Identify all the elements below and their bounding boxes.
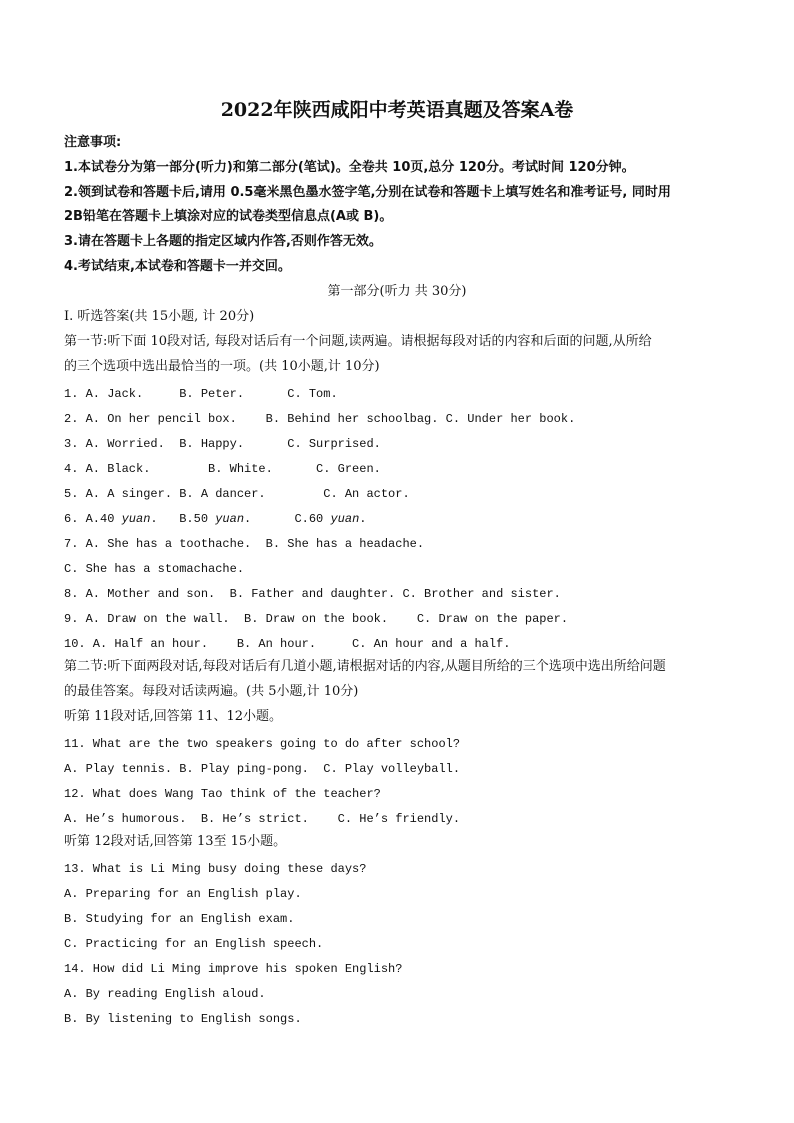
part1-heading: 第一部分(听力 共 30分) [327,284,467,299]
q6-b-unit: yuan [215,512,245,526]
q6-c-unit: yuan [330,512,360,526]
question-7-option-c: C. She has a stomachache. [64,562,245,576]
question-13-option-a: A. Preparing for an English play. [64,887,302,901]
question-13: 13. What is Li Ming busy doing these days? [64,862,367,876]
q6-mid1: . B.50 [150,512,216,526]
q6-suffix: . [359,512,367,526]
question-2: 2. A. On her pencil box. B. Behind her schoolbag. C. Under her book. [64,412,576,426]
dialog-11-instruction: 听第 11段对话,回答第 11、12小题。 [64,709,283,724]
question-9: 9. A. Draw on the wall. B. Draw on the book. C. Draw on the paper. [64,612,569,626]
notice-item-2: 2.领到试卷和答题卡后,请用 0.5毫米黑色墨水签字笔,分别在试卷和答题卡上填写姓名和准考证号, 同时用 [64,185,671,200]
question-7: 7. A. She has a toothache. B. She has a headache. [64,537,425,551]
question-12: 12. What does Wang Tao think of the teacher? [64,787,381,801]
section-1-intro-line-2: 的三个选项中选出最恰当的一项。(共 10小题,计 10分) [64,359,380,374]
question-4: 4. A. Black. B. White. C. Green. [64,462,381,476]
section-2-intro-line-2: 的最佳答案。每段对话读两遍。(共 5小题,计 10分) [64,684,359,699]
section-1-heading: I. 听选答案(共 15小题, 计 20分) [64,309,255,324]
question-1: 1. A. Jack. B. Peter. C. Tom. [64,387,338,401]
question-11-options: A. Play tennis. B. Play ping-pong. C. Play volleyball. [64,762,461,776]
question-12-options: A. He’s humorous. B. He’s strict. C. He’s friendly. [64,812,461,826]
q6-a-unit: yuan [121,512,151,526]
question-8: 8. A. Mother and son. B. Father and daughter. C. Brother and sister. [64,587,561,601]
section-1-intro-line-1: 第一节:听下面 10段对话, 每段对话后有一个问题,读两遍。请根据每段对话的内容和后面的问题,从所给 [64,334,652,349]
notice-heading: 注意事项: [64,135,122,150]
question-13-option-b: B. Studying for an English exam. [64,912,295,926]
question-6 [64,509,366,529]
question-5: 5. A. A singer. B. A dancer. C. An actor. [64,487,410,501]
question-13-option-c: C. Practicing for an English speech. [64,937,324,951]
section-2-intro-line-1: 第二节:听下面两段对话,每段对话后有几道小题,请根据对话的内容,从题目所给的三个选项中选出所给问题 [64,659,666,674]
notice-item-3: 3.请在答题卡上各题的指定区域内作答,否则作答无效。 [64,234,382,249]
question-14: 14. How did Li Ming improve his spoken English? [64,962,403,976]
q6-prefix: 6. A.40 [64,512,122,526]
q6-mid2: . C.60 [244,512,331,526]
question-14-option-a: A. By reading English aloud. [64,987,266,1001]
dialog-12-instruction: 听第 12段对话,回答第 13至 15小题。 [64,834,287,849]
notice-item-2-cont: 2B铅笔在答题卡上填涂对应的试卷类型信息点(A或 B)。 [64,209,393,224]
question-14-option-b: B. By listening to English songs. [64,1012,302,1026]
question-11: 11. What are the two speakers going to do after school? [64,737,461,751]
page-title: 2022年陕西咸阳中考英语真题及答案A卷 [220,99,574,121]
question-3: 3. A. Worried. B. Happy. C. Surprised. [64,437,381,451]
notice-item-1: 1.本试卷分为第一部分(听力)和第二部分(笔试)。全卷共 10页,总分 120分。考试时间 120分钟。 [64,160,635,175]
notice-item-4: 4.考试结束,本试卷和答题卡一并交回。 [64,259,291,274]
question-10: 10. A. Half an hour. B. An hour. C. An hour and a half. [64,637,511,651]
